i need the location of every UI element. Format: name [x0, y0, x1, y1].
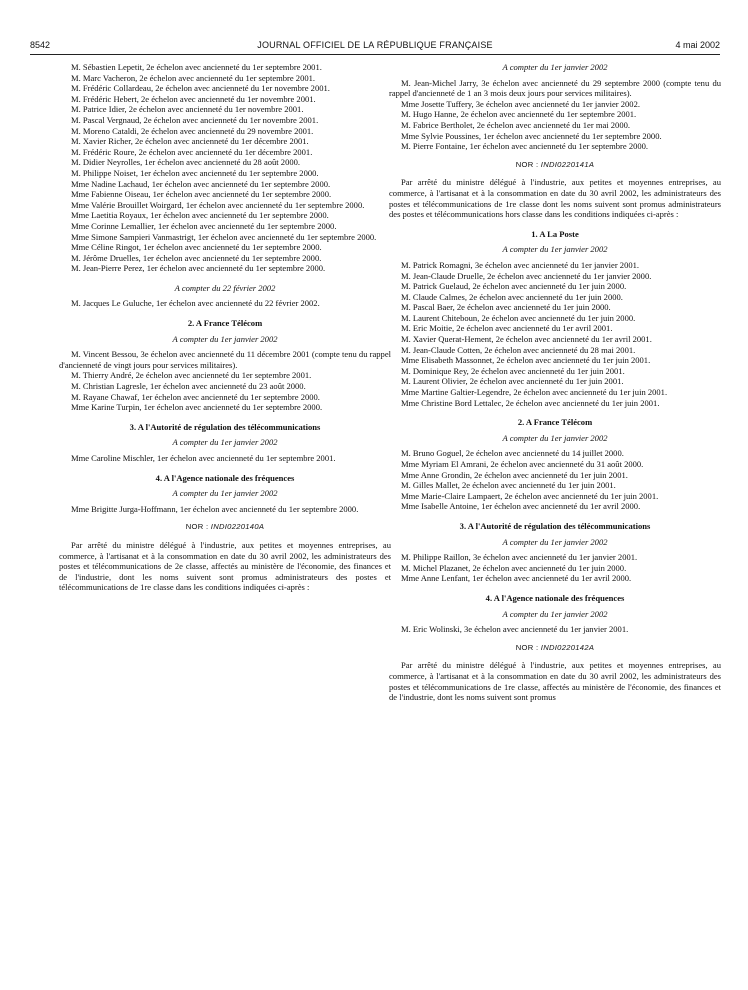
promotion-entry: M. Frédéric Roure, 2e échelon avec ancienneté du 1er décembre 2001.: [71, 146, 313, 157]
promotion-entry: M. Michel Plazanet, 2e échelon avec ancienneté du 1er juin 2000.: [401, 562, 627, 573]
promotion-entry: Mme Elisabeth Massonnet, 2e échelon avec ancienneté du 1er juin 2001.: [401, 355, 651, 366]
section-heading: 2. A France Télécom: [517, 417, 593, 428]
promotion-entry: Mme Isabelle Antoine, 1er échelon avec ancienneté du 1er avril 2000.: [401, 501, 641, 512]
effective-date-heading: A compter du 1er janvier 2002: [502, 62, 608, 72]
promotion-entry: M. Rayane Chawaf, 1er échelon avec ancienneté du 1er septembre 2000.: [71, 391, 320, 402]
promotion-entry: M. Patrick Romagni, 3e échelon avec ancienneté du 1er janvier 2001.: [401, 259, 640, 270]
effective-date-heading: A compter du 1er janvier 2002: [502, 244, 608, 255]
issue-date: 4 mai 2002: [675, 40, 720, 50]
promotion-list: [59, 453, 391, 464]
promotion-entry: Mme Christine Bord Lettalec, 2e échelon avec ancienneté du 1er juin 2001.: [401, 397, 660, 408]
section-heading: 2. A France Télécom: [187, 318, 263, 329]
nor-label: NOR :: [515, 642, 539, 652]
decree-paragraph: Par arrêté du ministre délégué à l'industrie, aux petites et moyennes entreprises, au commerce, à l'artisanat et à la consommation en date du 30 avril 2002, les administrateurs des postes et télécommunications de 1re classe, affectés au ministère de l'économie, des finances et de l'industrie, dont les noms suivent sont promus: [389, 660, 721, 703]
promotion-entry: Mme Laetitia Royaux, 1er échelon avec ancienneté du 1er septembre 2000.: [71, 210, 329, 221]
promotion-entry: M. Frédéric Hebert, 2e échelon avec ancienneté du 1er novembre 2001.: [71, 93, 316, 104]
promotion-entry: M. Patrice Idier, 2e échelon avec ancienneté du 1er novembre 2001.: [71, 104, 304, 115]
nor-code: INDI0220140A: [210, 522, 265, 532]
right-column: [389, 62, 721, 703]
promotion-entry: Mme Josette Tuffery, 3e échelon avec ancienneté du 1er janvier 2002.: [401, 98, 640, 109]
decree-paragraph: Par arrêté du ministre délégué à l'industrie, aux petites et moyennes entreprises, au commerce, à l'artisanat et à la consommation en date du 30 avril 2002, les administrateurs des postes et télécommunications de 1re classe dont les noms suivent sont promus administrateurs des postes et télécommunications hors classe dans les conditions indiquées ci-après :: [389, 177, 721, 220]
promotion-entry: M. Fabrice Bertholet, 2e échelon avec ancienneté du 1er mai 2000.: [401, 119, 631, 130]
promotion-list: [59, 504, 391, 515]
effective-date-heading: A compter du 1er janvier 2002: [502, 608, 608, 619]
promotion-entry: M. Laurent Chiteboun, 2e échelon avec ancienneté du 1er juin 2000.: [401, 312, 636, 323]
nor-label: NOR :: [515, 159, 539, 169]
promotion-entry: M. Pascal Baer, 2e échelon avec ancienneté du 1er juin 2000.: [401, 302, 611, 313]
promotion-entry: Mme Fabienne Oiseau, 1er échelon avec ancienneté du 1er septembre 2000.: [71, 189, 332, 200]
section-heading: 4. A l'Agence nationale des fréquences: [155, 472, 295, 483]
promotion-list: [389, 78, 721, 152]
nor-reference: [389, 160, 721, 171]
promotion-entry: M. Claude Calmes, 2e échelon avec ancienneté du 1er juin 2000.: [401, 291, 623, 302]
promotion-entry: M. Vincent Bessou, 3e échelon avec ancienneté du 11 décembre 2001 (compte tenu du rappel d'ancienneté de vingt jours pour services militaires).: [59, 349, 391, 370]
promotion-list: [389, 260, 721, 408]
promotion-entry: Mme Karine Turpin, 1er échelon avec ancienneté du 1er septembre 2000.: [71, 402, 323, 413]
section-heading: 1. A La Poste: [531, 228, 579, 239]
left-column: [59, 62, 391, 593]
promotion-entry: M. Pascal Vergnaud, 2e échelon avec ancienneté du 1er novembre 2001.: [71, 114, 319, 125]
promotion-entry: M. Jacques Le Guluche, 1er échelon avec ancienneté du 22 février 2002.: [71, 298, 320, 309]
promotion-entry: M. Patrick Guelaud, 2e échelon avec ancienneté du 1er juin 2000.: [401, 281, 627, 292]
promotion-entry: Mme Céline Ringot, 1er échelon avec ancienneté du 1er septembre 2000.: [71, 242, 322, 253]
promotion-entry: Mme Corinne Lemallier, 1er échelon avec ancienneté du 1er septembre 2000.: [71, 220, 337, 231]
promotion-entry: M. Hugo Hanne, 2e échelon avec ancienneté du 1er septembre 2001.: [401, 109, 637, 120]
effective-date-heading: A compter du 1er janvier 2002: [172, 488, 278, 499]
promotion-entry: Mme Sylvie Poussines, 1er échelon avec ancienneté du 1er septembre 2000.: [401, 130, 662, 141]
promotion-entry: Mme Caroline Mischler, 1er échelon avec ancienneté du 1er septembre 2001.: [71, 453, 336, 463]
promotion-entry: M. Xavier Richer, 2e échelon avec ancienneté du 1er décembre 2001.: [71, 136, 309, 147]
promotion-entry: M. Jean-Claude Cotten, 2e échelon avec ancienneté du 28 mai 2001.: [401, 344, 636, 355]
promotion-list: [389, 552, 721, 584]
page-number: 8542: [30, 40, 51, 50]
promotion-entry: M. Pierre Fontaine, 1er échelon avec ancienneté du 1er septembre 2000.: [401, 141, 649, 152]
nor-label: NOR :: [185, 522, 209, 532]
promotion-entry: M. Laurent Olivier, 2e échelon avec ancienneté du 1er juin 2001.: [401, 376, 624, 387]
promotion-entry: M. Jean-Claude Druelle, 2e échelon avec ancienneté du 1er janvier 2000.: [401, 270, 652, 281]
promotion-entry: Mme Anne Lenfant, 1er échelon avec ancienneté du 1er avril 2000.: [401, 573, 632, 584]
effective-date-heading: A compter du 1er janvier 2002: [502, 432, 608, 443]
header-rule: [30, 54, 720, 55]
promotion-entry: M. Gilles Mallet, 2e échelon avec ancienneté du 1er juin 2001.: [401, 480, 616, 491]
promotion-entry: M. Eric Wolinski, 3e échelon avec ancienneté du 1er janvier 2001.: [401, 624, 629, 635]
promotion-entry: M. Jérôme Druelles, 1er échelon avec ancienneté du 1er septembre 2000.: [71, 252, 322, 263]
nor-code: INDI0220142A: [540, 642, 595, 652]
promotion-entry: Mme Martine Galtier-Legendre, 2e échelon avec ancienneté du 1er juin 2001.: [401, 387, 668, 398]
promotion-entry: Mme Nadine Lachaud, 1er échelon avec ancienneté du 1er septembre 2000.: [71, 178, 331, 189]
promotion-entry: Mme Anne Grondin, 2e échelon avec ancienneté du 1er juin 2001.: [401, 469, 628, 480]
section-heading: 3. A l'Autorité de régulation des télécommunications: [129, 421, 321, 432]
promotion-entry: M. Moreno Cataldi, 2e échelon avec ancienneté du 29 novembre 2001.: [71, 125, 314, 136]
promotion-entry: M. Xavier Querat-Hement, 2e échelon avec ancienneté du 1er avril 2001.: [401, 334, 652, 345]
promotion-entry: M. Didier Neyrolles, 1er échelon avec ancienneté du 28 août 2000.: [71, 157, 301, 168]
page-header: [30, 40, 720, 54]
promotion-entry: Mme Brigitte Jurga-Hoffmann, 1er échelon avec ancienneté du 1er septembre 2000.: [71, 503, 359, 514]
promotion-entry: M. Sébastien Lepetit, 2e échelon avec ancienneté du 1er septembre 2001.: [71, 62, 322, 72]
promotion-entry: Mme Valérie Brouillet Woirgard, 1er échelon avec ancienneté du 1er septembre 2000.: [71, 199, 365, 210]
promotion-list: [389, 448, 721, 512]
promotion-entry: Mme Myriam El Amrani, 2e échelon avec ancienneté du 31 août 2000.: [401, 459, 644, 469]
effective-date-heading: A compter du 1er janvier 2002: [172, 333, 278, 344]
promotion-entry: M. Frédéric Collardeau, 2e échelon avec ancienneté du 1er novembre 2001.: [71, 83, 330, 94]
decree-paragraph: Par arrêté du ministre délégué à l'industrie, aux petites et moyennes entreprises, au commerce, à l'artisanat et à la consommation en date du 30 avril 2002, les administrateurs des postes et télécommunications de 2e classe, affectés au ministère de l'économie, des finances et de l'industrie, dont les noms suivent sont promus administrateurs des postes et télécommunications de 1re classe dans les conditions indiquées ci-après :: [59, 539, 391, 593]
promotion-entry: M. Christian Lagresle, 1er échelon avec ancienneté du 23 août 2000.: [71, 381, 306, 392]
nor-code: INDI0220141A: [540, 159, 595, 169]
effective-date-heading: A compter du 1er janvier 2002: [502, 536, 608, 547]
promotion-entry: M. Marc Vacheron, 2e échelon avec ancienneté du 1er septembre 2001.: [71, 72, 316, 83]
promotion-entry: M. Eric Moitie, 2e échelon avec ancienneté du 1er avril 2001.: [401, 323, 613, 334]
section-heading: 3. A l'Autorité de régulation des télécommunications: [459, 520, 651, 531]
nor-reference: [389, 643, 721, 654]
promotion-list: [59, 349, 391, 413]
promotion-entry: M. Philippe Noiset, 1er échelon avec ancienneté du 1er septembre 2000.: [71, 167, 319, 178]
promotion-entry: M. Thierry André, 2e échelon avec ancienneté du 1er septembre 2001.: [71, 370, 312, 381]
promotion-entry: Mme Marie-Claire Lampaert, 2e échelon avec ancienneté du 1er juin 2001.: [401, 490, 659, 501]
promotion-entry: M. Jean-Michel Jarry, 3e échelon avec ancienneté du 29 septembre 2000 (compte tenu du rappel d'ancienneté de 1 an 3 mois deux jours pour services militaires).: [389, 77, 721, 99]
nor-reference: [59, 522, 391, 533]
promotion-entry: M. Philippe Raillon, 3e échelon avec ancienneté du 1er janvier 2001.: [401, 552, 638, 563]
promotion-entry: M. Dominique Rey, 2e échelon avec ancienneté du 1er juin 2001.: [401, 365, 625, 376]
section-heading: 4. A l'Agence nationale des fréquences: [485, 592, 625, 603]
promotion-list: [389, 624, 721, 635]
promotion-list: [59, 62, 391, 274]
journal-title: JOURNAL OFFICIEL DE LA RÉPUBLIQUE FRANÇAISE: [257, 40, 493, 50]
promotion-entry: M. Jean-Pierre Perez, 1er échelon avec ancienneté du 1er septembre 2000.: [71, 263, 326, 274]
promotion-entry: Mme Simone Sampieri Vanmastrigt, 1er échelon avec ancienneté du 1er septembre 2000.: [71, 231, 377, 242]
effective-date-heading: A compter du 1er janvier 2002: [172, 437, 278, 448]
promotion-entry: M. Bruno Goguel, 2e échelon avec ancienneté du 14 juillet 2000.: [401, 448, 624, 459]
effective-date-heading: A compter du 22 février 2002: [174, 282, 276, 293]
promotion-list: [59, 298, 391, 309]
